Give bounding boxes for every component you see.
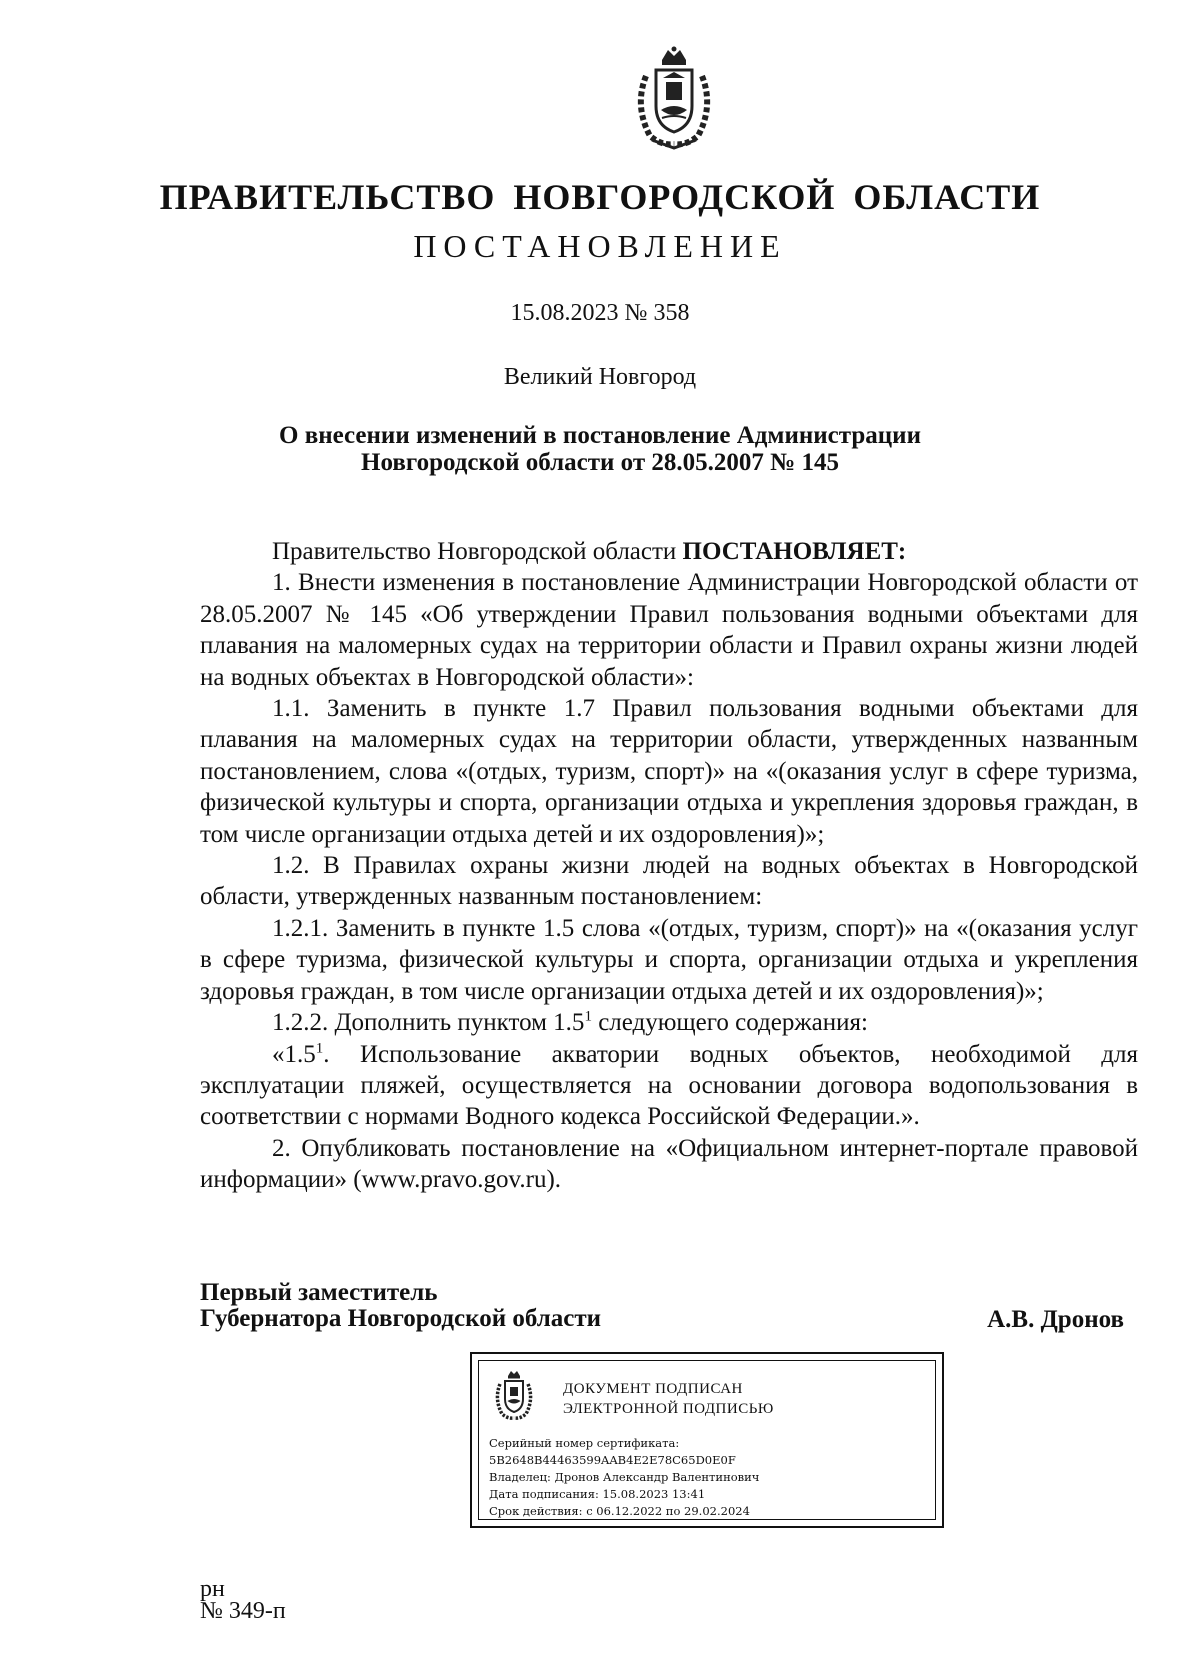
stamp-heading-line-2: ЭЛЕКТРОННОЙ ПОДПИСЬЮ <box>563 1401 774 1417</box>
stamp-frame <box>478 1360 936 1520</box>
certificate-validity: Срок действия: с 06.12.2022 по 29.02.2024 <box>489 1504 750 1518</box>
stamp-heading <box>563 1379 943 1419</box>
subject-line-2: Новгородской области от 28.05.2007 № 145 <box>361 449 839 476</box>
signer-position <box>200 1280 601 1332</box>
paragraph-2: 2. Опубликовать постановление на «Официальном интернет-портале правовой информации» (www.pravo.gov.ru). <box>200 1134 1138 1194</box>
intro-paragraph: Правительство Новгородской области ПОСТАНОВЛЯЕТ: <box>272 538 907 565</box>
document-city: Великий Новгород <box>503 364 697 390</box>
coat-of-arms-icon <box>491 1367 537 1423</box>
document-subject <box>0 422 1200 476</box>
government-title: ПРАВИТЕЛЬСТВО НОВГОРОДСКОЙ ОБЛАСТИ <box>159 177 1041 217</box>
paragraph-1-2-1: 1.2.1. Заменить в пункте 1.5 слова «(отдых, туризм, спорт)» на «(оказания услуг в сфере туризма, физической культуры и спорта, организации отдыха и укрепления здоровья граждан, в том числе организации отдыха детей и их оздоровления)»; <box>200 914 1138 1005</box>
paragraph-1: 1. Внести изменения в постановление Администрации Новгородской области от 28.05.2007 № 145 «Об утверждении Правил пользования водными объектами для плавания на маломерных судах на территории области и Правил охраны жизни людей на водных объектах в Новгородской области»: <box>200 569 1138 691</box>
signing-date: Дата подписания: 15.08.2023 13:41 <box>489 1487 706 1501</box>
document-body <box>200 536 1138 1196</box>
footer-initials: рн <box>200 1576 225 1602</box>
signer-name: А.В. Дронов <box>987 1306 1124 1333</box>
electronic-signature-stamp <box>470 1352 944 1528</box>
certificate-serial: 5B2648B44463599AAB4E2E78C65D0E0F <box>489 1453 736 1467</box>
document-type: ПОСТАНОВЛЕНИЕ <box>413 228 787 264</box>
paragraph-1-1: 1.1. Заменить в пункте 1.7 Правил пользования водными объектами для плавания на маломерных судах на территории области, утвержденных названным постановлением, слова «(отдых, туризм, спорт)» на «(оказания услуг в сфере туризма, физической культуры и спорта, организации отдыха и укрепления здоровья граждан, в том числе организации отдыха детей и их оздоровления)»; <box>200 695 1138 848</box>
paragraph-1-2-2: 1.2.2. Дополнить пунктом $1.5^1$ следующего содержания: <box>272 1008 868 1037</box>
resolves-keyword: ПОСТАНОВЛЯЕТ: <box>682 538 907 565</box>
certificate-owner: Владелец: Дронов Александр Валентинович <box>489 1470 760 1484</box>
footer-reference <box>200 1578 286 1622</box>
document-date-number: 15.08.2023 № 358 <box>510 300 690 326</box>
subject-line-1: О внесении изменений в постановление Администрации <box>279 422 921 449</box>
quoted-clause: «$1.5^1$. Использование акватории водных объектов, необходимой для эксплуатации пляжей, осуществляется на основании договора водопользования в соответствии с нормами Водного кодекса Российской Федерации.». <box>200 1040 1138 1131</box>
signer-position-line-1: Первый заместитель <box>200 1279 438 1306</box>
footer-code: № 349-п <box>200 1598 286 1624</box>
paragraph-1-2: 1.2. В Правилах охраны жизни людей на водных объектах в Новгородской области, утвержденных названным постановлением: <box>200 852 1138 911</box>
stamp-details <box>489 1435 939 1520</box>
coat-of-arms-icon <box>628 46 720 150</box>
certificate-serial-label: Серийный номер сертификата: <box>489 1436 680 1450</box>
stamp-heading-line-1: ДОКУМЕНТ ПОДПИСАН <box>563 1381 743 1397</box>
signer-position-line-2: Губернатора Новгородской области <box>200 1305 602 1332</box>
